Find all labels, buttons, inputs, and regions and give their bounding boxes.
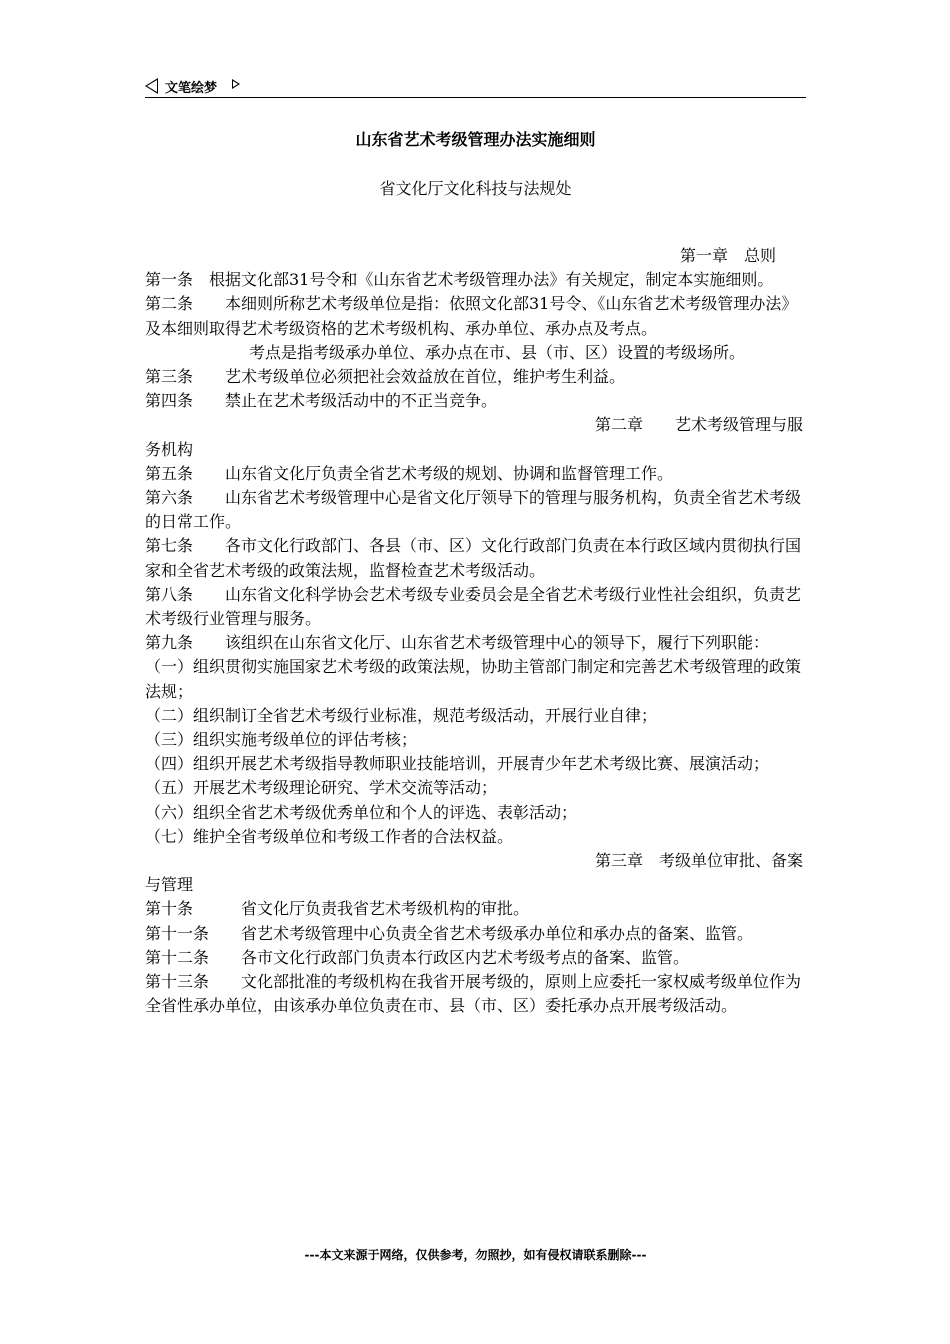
article-paragraph: 第五条 山东省文化厅负责全省艺术考级的规划、协调和监督管理工作。 — [145, 463, 674, 483]
document-title: 山东省艺术考级管理办法实施细则 — [355, 130, 596, 149]
triangle-left-icon — [145, 78, 158, 94]
chapter-heading: 第二章 艺术考级管理与服务机构 — [145, 415, 804, 459]
article-paragraph: （一）组织贯彻实施国家艺术考级的政策法规，协助主管部门制定和完善艺术考级管理的政策法规； — [145, 657, 802, 701]
article-paragraph: 第四条 禁止在艺术考级活动中的不正当竞争。 — [145, 391, 498, 411]
article-paragraph: （三）组织实施考级单位的评估考核； — [145, 730, 418, 750]
triangle-right-icon — [232, 79, 240, 89]
article-paragraph: （二）组织制订全省艺术考级行业标准，规范考级活动，开展行业自律； — [145, 705, 658, 725]
article-paragraph: 考点是指考级承办单位、承办点在市、县（市、区）设置的考级场所。 — [249, 342, 746, 362]
article-paragraph: 第八条 山东省文化科学协会艺术考级专业委员会是全省艺术考级行业性社会组织，负责艺术考级行业管理与服务。 — [145, 584, 802, 629]
article-paragraph: （五）开展艺术考级理论研究、学术交流等活动； — [145, 778, 498, 798]
article-paragraph: （六）组织全省艺术考级优秀单位和个人的评选、表彰活动； — [145, 802, 578, 822]
chapter-heading: 第一章 总则 — [680, 246, 777, 265]
article-paragraph: （七）维护全省考级单位和考级工作者的合法权益。 — [145, 826, 514, 846]
article-paragraph: 第七条 各市文化行政部门、各县（市、区）文化行政部门负责在本行政区域内贯彻执行国家和全省艺术考级的政策法规，监督检查艺术考级活动。 — [145, 536, 802, 580]
page-footer: ---本文来源于网络，仅供参考，勿照抄，如有侵权请联系删除--- — [304, 1248, 647, 1262]
page-header — [145, 73, 806, 98]
article-paragraph: 第二条 本细则所称艺术考级单位是指：依照文化部31号令、《山东省艺术考级管理办法》及本细则取得艺术考级资格的艺术考级机构、承办单位、承办点及考点。 — [145, 294, 798, 338]
article-paragraph: 第三条 艺术考级单位必须把社会效益放在首位，维护考生利益。 — [145, 367, 626, 387]
article-paragraph: 第一条 根据文化部31号令和《山东省艺术考级管理办法》有关规定，制定本实施细则。 — [145, 270, 774, 290]
article-paragraph: 第九条 该组织在山东省文化厅、山东省艺术考级管理中心的领导下，履行下列职能： — [145, 633, 770, 653]
header-brand: 文笔绘梦 — [165, 81, 218, 96]
article-paragraph: 第十一条 省艺术考级管理中心负责全省艺术考级承办单位和承办点的备案、监管。 — [145, 923, 754, 943]
article-paragraph: 第十条 省文化厅负责我省艺术考级机构的审批。 — [145, 899, 530, 919]
article-paragraph: 第六条 山东省艺术考级管理中心是省文化厅领导下的管理与服务机构，负责全省艺术考级的日常工作。 — [145, 488, 802, 532]
document-subtitle: 省文化厅文化科技与法规处 — [379, 179, 572, 198]
document-body — [145, 244, 806, 1019]
article-paragraph: 第十二条 各市文化行政部门负责本行政区内艺术考级考点的备案、监管。 — [145, 947, 690, 967]
article-paragraph: 第十三条 文化部批准的考级机构在我省开展考级的，原则上应委托一家权威考级单位作为全省性承办单位，由该承办单位负责在市、县（市、区）委托承办点开展考级活动。 — [145, 972, 802, 1016]
article-paragraph: （四）组织开展艺术考级指导教师职业技能培训，开展青少年艺术考级比赛、展演活动； — [145, 754, 770, 774]
chapter-heading: 第三章 考级单位审批、备案与管理 — [145, 851, 804, 895]
